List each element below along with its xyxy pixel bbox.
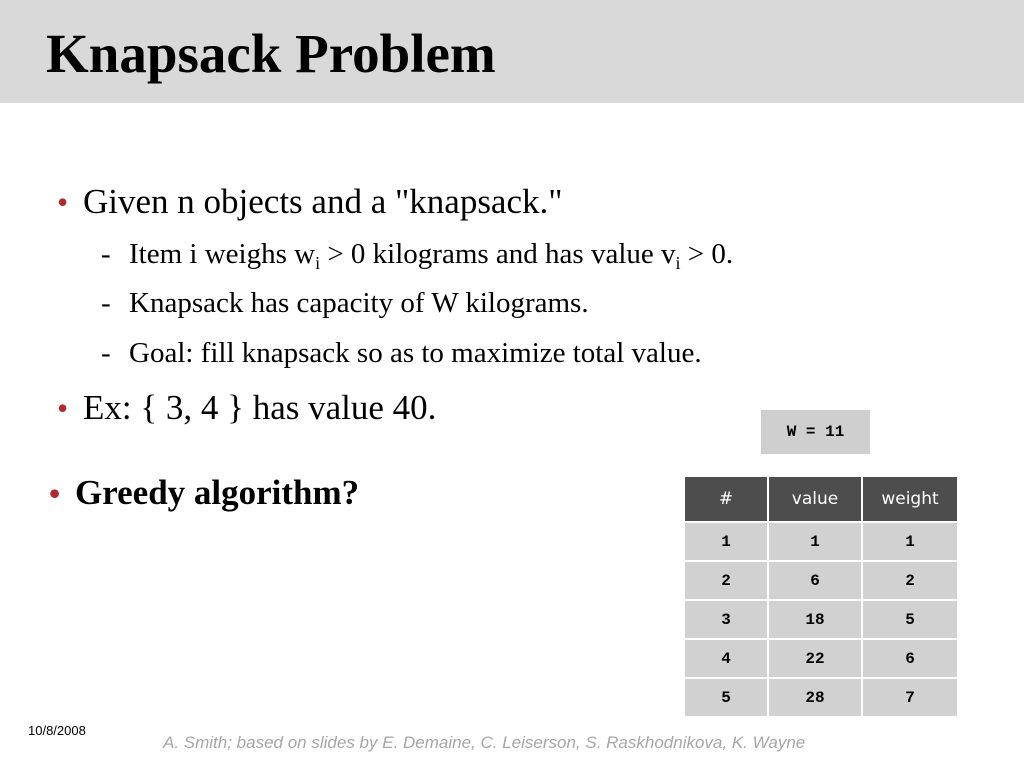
dash-icon: - bbox=[101, 287, 111, 319]
bullet-given bbox=[57, 182, 563, 222]
capacity-text: Knapsack has capacity of W kilograms. bbox=[129, 287, 589, 319]
cell-weight: 7 bbox=[862, 678, 958, 717]
item-subscript-w: i bbox=[315, 253, 321, 273]
bullet-dot-icon: • bbox=[49, 475, 61, 511]
header-weight: weight bbox=[862, 476, 958, 522]
cell-number: 1 bbox=[684, 522, 768, 561]
header-value: value bbox=[768, 476, 862, 522]
item-text-c: > 0. bbox=[680, 238, 734, 270]
subbullet-item-weight bbox=[101, 237, 733, 271]
table-row bbox=[684, 639, 958, 678]
items-table bbox=[683, 475, 959, 718]
cell-weight: 6 bbox=[862, 639, 958, 678]
bullet-greedy bbox=[49, 473, 359, 513]
cell-number: 5 bbox=[684, 678, 768, 717]
greedy-text: Greedy algorithm? bbox=[75, 473, 360, 512]
slide-title: Knapsack Problem bbox=[46, 23, 496, 84]
table-row bbox=[684, 600, 958, 639]
table-row bbox=[684, 561, 958, 600]
table-row bbox=[684, 678, 958, 717]
bullet-example bbox=[57, 388, 436, 428]
capacity-box: W = 11 bbox=[761, 410, 870, 454]
cell-value: 28 bbox=[768, 678, 862, 717]
cell-weight: 1 bbox=[862, 522, 958, 561]
cell-weight: 2 bbox=[862, 561, 958, 600]
bullet-given-text: Given n objects and a "knapsack." bbox=[83, 182, 563, 221]
dash-icon: - bbox=[101, 238, 111, 270]
cell-number: 4 bbox=[684, 639, 768, 678]
bullet-dot-icon: • bbox=[57, 390, 69, 426]
slide-credit: A. Smith; based on slides by E. Demaine, C. Leiserson, S. Raskhodnikova, K. Wayne bbox=[163, 733, 806, 752]
item-text-b: > 0 kilograms and has value v bbox=[320, 238, 676, 270]
slide-date: 10/8/2008 bbox=[28, 723, 86, 738]
table-row bbox=[684, 522, 958, 561]
cell-number: 3 bbox=[684, 600, 768, 639]
subbullet-capacity bbox=[101, 286, 589, 320]
cell-number: 2 bbox=[684, 561, 768, 600]
example-text: Ex: { 3, 4 } has value 40. bbox=[83, 388, 437, 427]
cell-value: 18 bbox=[768, 600, 862, 639]
bullet-dot-icon: • bbox=[57, 184, 69, 220]
cell-value: 6 bbox=[768, 561, 862, 600]
cell-weight: 5 bbox=[862, 600, 958, 639]
cell-value: 1 bbox=[768, 522, 862, 561]
item-text-a: Item i weighs w bbox=[129, 238, 316, 270]
cell-value: 22 bbox=[768, 639, 862, 678]
dash-icon: - bbox=[101, 337, 111, 369]
item-subscript-v: i bbox=[675, 253, 681, 273]
header-number: # bbox=[684, 476, 768, 522]
subbullet-goal bbox=[101, 336, 702, 370]
table-header-row bbox=[684, 476, 958, 522]
goal-text: Goal: fill knapsack so as to maximize total value. bbox=[129, 337, 702, 369]
